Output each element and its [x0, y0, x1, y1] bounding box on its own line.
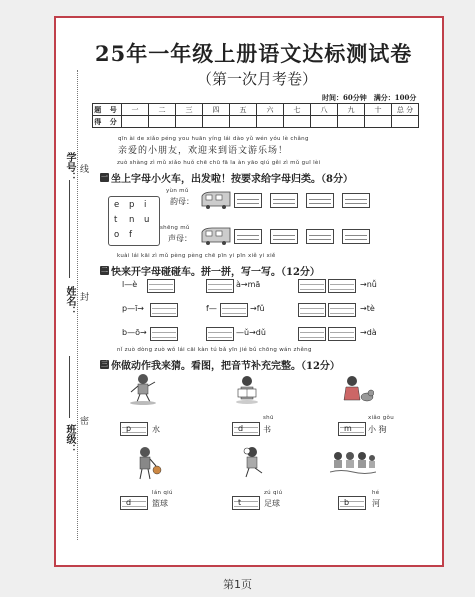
student-number-blank [69, 180, 70, 202]
score-table-row [93, 116, 419, 128]
spelling-answer-box[interactable] [298, 327, 326, 341]
section3-pinyin: nǐ zuò dòng zuò wǒ lái cāi kàn tú bǎ yīn jié bǔ chōng wán zhěng [117, 347, 312, 353]
spelling-item: →nǚ [360, 280, 377, 289]
score-table-head: 得 分 [94, 116, 120, 126]
spelling-answer-box[interactable] [150, 327, 178, 341]
spelling-answer-box[interactable] [206, 279, 234, 293]
spelling-answer-box[interactable] [328, 327, 356, 341]
answer-pinyin: xiǎo gǒu [368, 415, 395, 421]
score-col: 一 [122, 104, 149, 116]
class-blank [69, 356, 70, 418]
answer-word: 水 [152, 425, 160, 434]
section1-pinyin: zuò shàng zì mǔ xiǎo huǒ chē chū fā la àn yāo qiú gěi zì mǔ guī lèi [117, 160, 321, 166]
answer-pinyin: lán qiú [152, 490, 173, 496]
line-mark: 线 [80, 165, 90, 175]
letter: t [114, 215, 118, 225]
spelling-answer-box[interactable] [206, 327, 234, 341]
answer-car[interactable] [306, 193, 334, 208]
score-col: 九 [338, 104, 365, 116]
answer-word: 篮球 [152, 499, 168, 508]
section1-heading [100, 167, 353, 186]
syllable-given-letter: d [126, 498, 132, 507]
page-number: 第1页 [223, 578, 252, 591]
syllable-blank[interactable] [232, 422, 260, 436]
answer-car[interactable] [270, 229, 298, 244]
spelling-answer-box[interactable] [298, 303, 326, 317]
greeting-text: 亲爱的小朋友，欢迎来到语文游乐场！ [118, 146, 289, 156]
greeting-pinyin: qīn ài de xiǎo péng you huān yíng lái dào yǔ wén yóu lè chǎng [118, 136, 309, 142]
syllable-given-letter: d [238, 424, 244, 433]
score-col: 三 [176, 104, 203, 116]
letter: p [129, 200, 135, 210]
answer-word: 足球 [264, 499, 280, 508]
time-and-score: 时间：60分钟 满分：100分 [322, 93, 417, 102]
score-col: 七 [284, 104, 311, 116]
section2-heading [100, 260, 320, 279]
letter: e [114, 200, 120, 210]
section-number-icon: 三 [101, 360, 108, 368]
letter: i [144, 200, 147, 210]
child-playing-basketball-illustration [132, 446, 162, 482]
answer-car[interactable] [342, 193, 370, 208]
score-cell[interactable] [338, 116, 365, 128]
score-table-head: 题 号 [94, 104, 120, 114]
section2-title: 快来开字母碰碰车。拼一拼，写一写。（12分） [111, 267, 320, 278]
score-cell[interactable] [365, 116, 392, 128]
score-cell[interactable] [392, 116, 419, 128]
syllable-given-letter: b [344, 498, 350, 507]
spelling-item: f— [206, 304, 217, 313]
child-splashing-water-illustration [128, 372, 158, 406]
answer-car[interactable] [234, 193, 262, 208]
student-number-label: 学号： [64, 152, 75, 182]
letter: u [144, 215, 150, 225]
section-number-icon: 二 [101, 266, 108, 274]
spelling-item: b—ō→ [122, 328, 147, 337]
letter: n [129, 215, 135, 225]
syllable-given-letter: p [126, 424, 132, 433]
score-col: 八 [311, 104, 338, 116]
spelling-answer-box[interactable] [298, 279, 326, 293]
score-cell[interactable] [203, 116, 230, 128]
letter: f [129, 230, 132, 240]
score-col: 四 [203, 104, 230, 116]
shengmu-pinyin: shēng mǔ [160, 225, 190, 231]
shengmu-label: 声母： [168, 234, 192, 243]
binding-line [77, 70, 78, 540]
girl-with-puppy-illustration [340, 374, 374, 406]
score-col-total: 总 分 [392, 104, 419, 116]
class-label: 班级： [64, 424, 75, 454]
spelling-answer-box[interactable] [328, 279, 356, 293]
spelling-answer-box[interactable] [220, 303, 248, 317]
score-cell[interactable] [257, 116, 284, 128]
section3-title: 你做动作我来猜。看图，把音节补充完整。（12分） [111, 361, 340, 372]
syllable-given-letter: m [344, 424, 352, 433]
score-table-row [93, 104, 419, 116]
score-cell[interactable] [176, 116, 203, 128]
syllable-blank[interactable] [338, 422, 366, 436]
score-col: 五 [230, 104, 257, 116]
spelling-item: —ǔ→dǔ [236, 328, 266, 337]
score-col: 十 [365, 104, 392, 116]
answer-pinyin: shū [263, 415, 274, 421]
children-by-river-illustration [330, 450, 376, 476]
answer-car[interactable] [306, 229, 334, 244]
yunmu-label: 韵母： [170, 197, 194, 206]
child-kicking-football-illustration [238, 446, 268, 480]
answer-word: 书 [263, 425, 271, 434]
score-table [92, 103, 419, 128]
spelling-item: →tè [360, 304, 375, 313]
exam-title: 25年一年级上册语文达标测试卷 [95, 41, 413, 66]
name-label: 姓名： [64, 286, 75, 316]
spelling-item: p—ī→ [122, 304, 145, 313]
answer-pinyin: zú qiú [264, 490, 283, 496]
train-engine-icon [200, 190, 232, 210]
spelling-item: →fǔ [250, 304, 265, 313]
child-reading-book-illustration [232, 374, 262, 406]
answer-car[interactable] [270, 193, 298, 208]
syllable-given-letter: t [238, 498, 242, 507]
spelling-item: l—è [122, 280, 138, 289]
spelling-item: →dà [360, 328, 377, 337]
letter-box [108, 196, 160, 246]
section2-pinyin: kuài lái kāi zì mǔ pèng pèng chē pīn yi pīn xiě yi xiě [117, 253, 276, 259]
name-blank [69, 200, 70, 278]
section3-heading [100, 354, 340, 373]
section-number-icon: 一 [101, 173, 108, 181]
syllable-blank[interactable] [232, 496, 260, 510]
syllable-blank[interactable] [120, 496, 148, 510]
answer-pinyin: hé [372, 490, 380, 496]
secret-mark: 密 [80, 417, 90, 427]
score-cell[interactable] [230, 116, 257, 128]
score-col: 二 [149, 104, 176, 116]
score-cell[interactable] [311, 116, 338, 128]
answer-word: 小 狗 [368, 425, 387, 434]
answer-word: 河 [372, 499, 380, 508]
score-cell[interactable] [284, 116, 311, 128]
score-cell[interactable] [149, 116, 176, 128]
syllable-blank[interactable] [120, 422, 148, 436]
seal-mark: 封 [80, 293, 90, 303]
exam-subtitle: （第一次月考卷） [197, 70, 318, 88]
train-engine-icon [200, 226, 232, 246]
section1-title: 坐上字母小火车，出发啦！按要求给字母归类。（8分） [111, 174, 353, 185]
syllable-blank[interactable] [338, 496, 366, 510]
spelling-item: à→mā [236, 280, 261, 289]
score-col: 六 [257, 104, 284, 116]
yunmu-pinyin: yùn mǔ [166, 188, 189, 194]
letter: o [114, 230, 120, 240]
answer-car[interactable] [234, 229, 262, 244]
score-cell[interactable] [122, 116, 149, 128]
spelling-answer-box[interactable] [328, 303, 356, 317]
spelling-answer-box[interactable] [150, 303, 178, 317]
answer-car[interactable] [342, 229, 370, 244]
spelling-answer-box[interactable] [147, 279, 175, 293]
